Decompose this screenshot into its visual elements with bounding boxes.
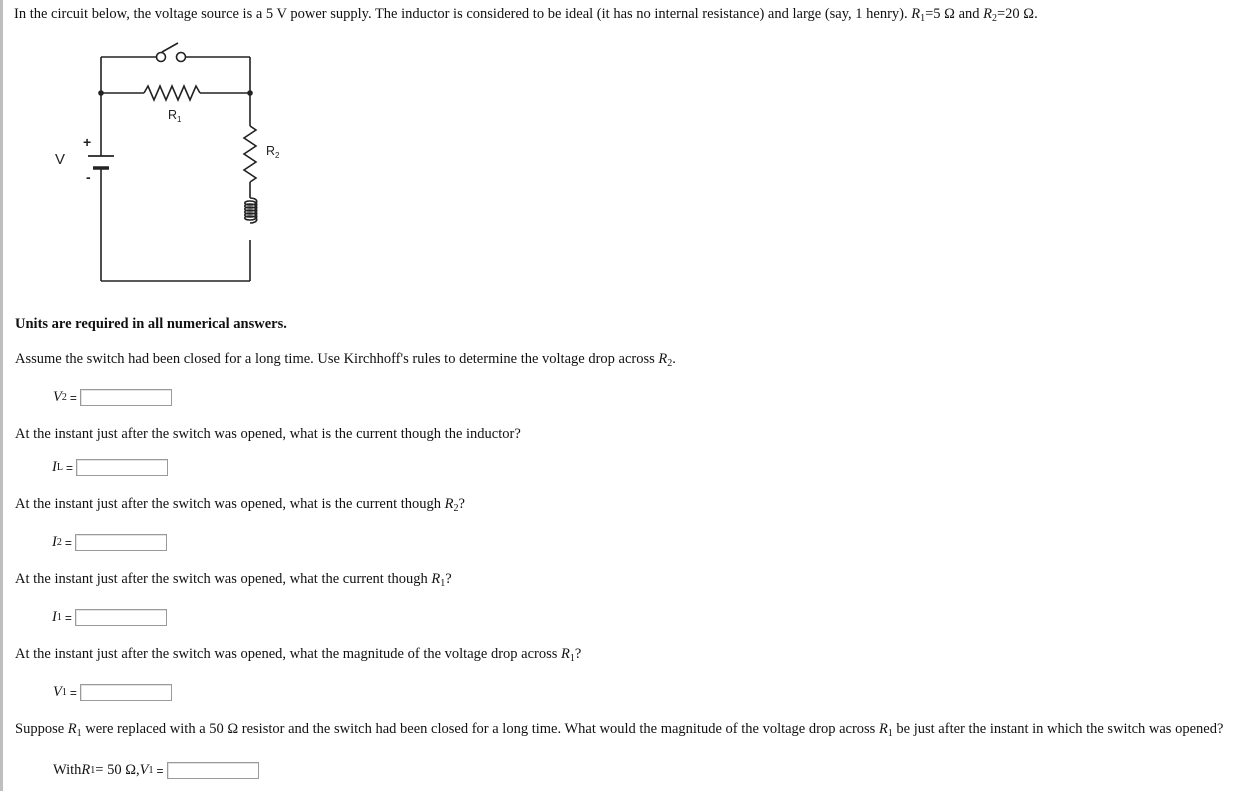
v2-input[interactable] [80,389,172,406]
v1-50ohm-input[interactable] [167,762,259,779]
label-minus: - [86,169,91,185]
switch-lever-icon [162,43,178,52]
junction-left [98,90,104,96]
question-4: At the instant just after the switch was opened, what the current though $R_1$? [15,571,452,589]
problem-intro: In the circuit below, the voltage source is a 5 V power supply. The inductor is considered to be ideal (it has no internal resistance) and large (say, 1 henry). $R_1=5$ Ω and $R_2=20$ Ω. [14,6,1038,24]
circuit-diagram [52,38,312,288]
inductor-coil-icon [245,198,257,223]
answer-row-2: I L = [52,459,168,476]
answer-row-6: With R 1 = 50 Ω, V 1 = [53,762,259,779]
switch-terminal-right [177,53,186,62]
il-input[interactable] [76,459,168,476]
switch-terminal-left [157,53,166,62]
label-r1: $R_1$ [168,108,182,124]
label-r2: $R_2$ [266,144,280,160]
resistor-r1 [144,86,200,100]
left-border [0,0,3,791]
i2-input[interactable] [75,534,167,551]
i1-input[interactable] [75,609,167,626]
question-5: At the instant just after the switch was opened, what the magnitude of the voltage drop across $R_1$? [15,646,582,664]
question-6: Suppose $R_1$ were replaced with a 50 Ω resistor and the switch had been closed for a long time. What would the magnitude of the voltage drop across $R_1$ be just after the instant in which the switch was opened? [15,721,1224,739]
units-note: Units are required in all numerical answers. [15,316,287,332]
answer-row-4: I 1 = [52,609,167,626]
answer-row-5: V 1 = [53,684,172,701]
question-2: At the instant just after the switch was opened, what is the current though the inductor? [15,426,521,442]
resistor-r2 [244,126,256,182]
question-1: Assume the switch had been closed for a long time. Use Kirchhoff's rules to determine the voltage drop across $R_2$. [15,351,676,369]
label-v: V [55,151,66,168]
answer-row-3: I 2 = [52,534,167,551]
question-3: At the instant just after the switch was opened, what is the current though $R_2$? [15,496,465,514]
label-plus: + [83,134,92,150]
v1-input[interactable] [80,684,172,701]
junction-right [247,90,253,96]
answer-row-1: V 2 = [53,389,172,406]
